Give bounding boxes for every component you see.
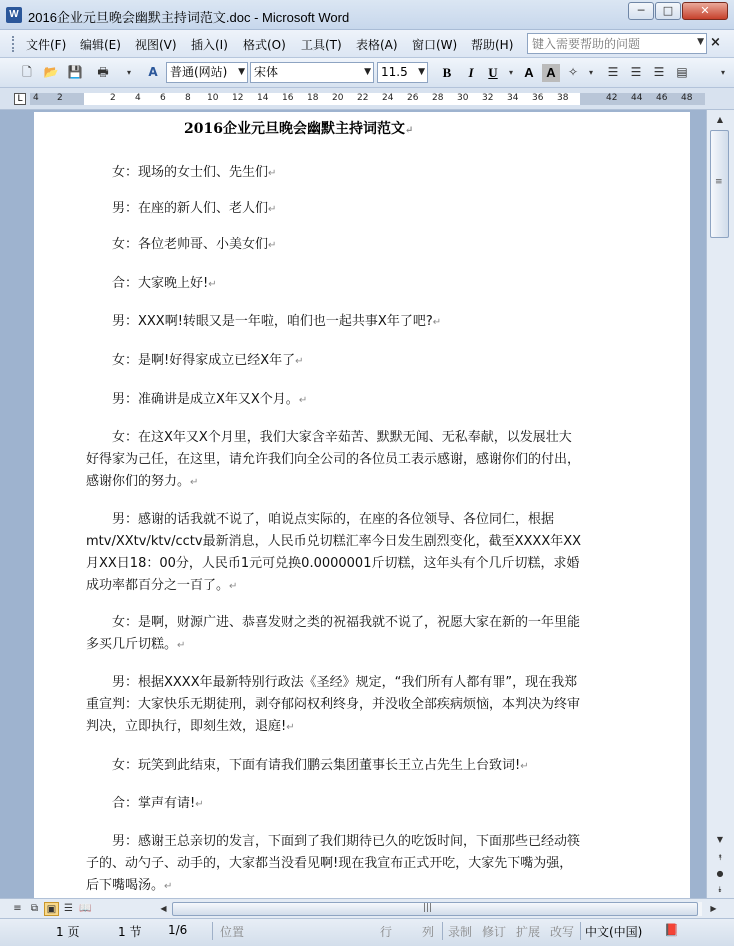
chevron-down-icon[interactable]: ▼ [418,67,425,77]
spelling-check-icon[interactable]: 📕 [664,923,679,937]
new-document-icon[interactable]: 🗋 [22,65,32,79]
document-title: 2016企业元旦晚会幽默主持词范文↵ [184,121,414,137]
document-paragraph[interactable]: 男：准确讲是成立X年又X个月。↵ [112,392,308,407]
document-paragraph[interactable]: 女：现场的女士们、先生们↵ [112,165,277,180]
close-window-button[interactable]: ✕ [682,2,728,20]
reading-layout-view-icon[interactable]: 📖 [79,903,92,914]
underline-options-icon[interactable]: ▾ [508,68,513,77]
formatting-toolbar [0,58,734,88]
status-divider [580,922,581,940]
menu-format[interactable]: 格式(O) [243,38,286,52]
document-paragraph[interactable]: 男：根据XXXX年最新特别行政法《圣经》规定，“我们所有人都有罪”，现在我郑重宣判：大家快乐无期徒刑，剥夺郁闷权利终身，并没收全部疾病烦恼，本判决为终审判决，立即执行，即刻生效，退庭!↵ [86,675,581,734]
document-paragraph[interactable]: 男：感谢王总亲切的发言，下面到了我们期待已久的吃饭时间，下面那些已经动筷子的、动勺子、动手的，大家都当没看见啊!现在我宣布正式开吃，大家先下嘴为强，后下嘴喝汤。↵ [86,834,581,893]
status-divider [212,922,213,940]
save-icon[interactable]: 💾 [67,65,83,79]
highlight-button[interactable]: A [524,65,534,80]
ruler-number: 32 [482,93,494,103]
document-paragraph[interactable]: 女：各位老帅哥、小美女们↵ [112,237,277,252]
scroll-up-icon[interactable]: ▲ [716,115,724,124]
menubar-grip[interactable] [12,36,15,52]
ruler-number: 8 [185,93,191,103]
print-icon[interactable]: 🖶 [97,65,109,79]
document-paragraph[interactable]: 男：在座的新人们、老人们↵ [112,201,277,216]
menu-view[interactable]: 视图(V) [135,38,177,52]
close-document-button[interactable]: × [710,35,721,50]
chevron-down-icon[interactable]: ▼ [238,67,245,77]
word-app-icon[interactable]: W [6,7,22,23]
next-page-icon[interactable]: ⯯ [717,885,723,894]
previous-page-icon[interactable]: ⯭ [717,853,723,862]
vertical-scroll-thumb[interactable] [710,130,729,238]
status-rec[interactable]: 录制 [448,925,473,939]
status-page-of: 1/6 [168,923,188,937]
ruler-strip [30,93,705,105]
ruler-number: 4 [33,93,39,103]
style-combo[interactable] [166,62,248,83]
normal-view-icon[interactable]: ≡ [13,903,22,914]
minimize-button[interactable]: ─ [628,2,654,20]
document-paragraph[interactable]: 合：大家晚上好!↵ [112,276,217,291]
grip-icon: ≡ [715,177,723,187]
menu-bar [0,30,734,58]
maximize-button[interactable]: □ [655,2,681,20]
ruler-number: 20 [332,93,344,103]
align-center-icon[interactable]: ☰ [630,65,642,79]
status-ovr[interactable]: 改写 [550,925,575,939]
scroll-left-icon[interactable]: ◀ [160,904,167,913]
font-combo[interactable] [250,62,374,83]
scroll-right-icon[interactable]: ▶ [710,904,717,913]
chevron-down-icon[interactable]: ▼ [697,37,704,47]
document-paragraph[interactable]: 男：感谢的话我就不说了，咱说点实际的，在座的各位领导、各位同仁，根据mtv/XXtv/ktv/cctv最新消息，人民币兑切糕汇率今日发生剧烈变化，截至XXXX年XX月XX日18：00分，人民币1元可兑换0.0000001斤切糕，这年头有个几斤切糕，求婚成功率都百分之一百了。↵ [86,512,582,593]
italic-button[interactable]: I [468,65,474,80]
status-column: 列 [422,925,435,939]
menu-window[interactable]: 窗口(W) [412,38,458,52]
styles-pane-icon[interactable]: A [148,65,158,79]
toolbar-overflow-icon[interactable]: ▾ [720,68,725,77]
title-bar [0,0,734,30]
ruler-number: 10 [207,93,219,103]
chevron-down-icon[interactable]: ▼ [364,67,371,77]
status-position: 位置 [220,925,245,939]
status-divider [442,922,443,940]
status-bar [0,918,734,946]
character-shading-button[interactable]: A [542,64,560,82]
ruler-number: 44 [631,93,643,103]
status-ext[interactable]: 扩展 [516,925,541,939]
outline-view-icon[interactable]: ☰ [64,903,73,914]
text-effects-icon[interactable]: ✧ [567,65,579,79]
menu-insert[interactable]: 插入(I) [191,38,228,52]
text-effects-options-icon[interactable]: ▾ [588,68,593,77]
ruler-number: 26 [407,93,419,103]
font-size-value: 11.5 [381,65,408,79]
scroll-down-icon[interactable]: ▼ [716,835,724,844]
ruler-number: 46 [656,93,668,103]
ruler-number: 24 [382,93,394,103]
grip-icon: ||| [423,903,433,913]
horizontal-ruler[interactable] [0,88,734,110]
vertical-scrollbar[interactable] [706,110,734,898]
ruler-number: 6 [160,93,166,103]
justify-icon[interactable]: ▤ [676,65,688,79]
ruler-number: 30 [457,93,469,103]
ruler-number: 2 [110,93,116,103]
menu-file[interactable]: 文件(F) [26,38,67,52]
ruler-number: 38 [557,93,569,103]
ruler-number: 36 [532,93,544,103]
bold-button[interactable]: B [442,65,452,80]
toolbar-options-icon[interactable]: ▾ [126,68,131,77]
ruler-number: 48 [681,93,693,103]
font-combo-value: 宋体 [254,65,279,79]
ruler-number: 16 [282,93,294,103]
horizontal-scroll-thumb[interactable] [172,902,698,916]
select-browse-object-icon[interactable]: ● [716,869,724,878]
web-layout-view-icon[interactable]: ⧉ [30,903,39,914]
tab-selector[interactable]: L [14,93,26,105]
align-left-icon[interactable]: ☰ [607,65,619,79]
status-page: 1 页 [56,925,80,939]
ruler-number: 14 [257,93,269,103]
ruler-number: 34 [507,93,519,103]
status-section: 1 节 [118,925,142,939]
style-combo-value: 普通(网站) [170,65,228,79]
ruler-number: 42 [606,93,618,103]
horizontal-scroll-track[interactable] [172,902,702,916]
print-layout-view-icon[interactable]: ▣ [44,902,59,916]
help-search-input[interactable] [528,34,688,53]
window-title: 2016企业元旦晚会幽默主持词范文.doc - Microsoft Word [28,10,350,25]
menu-tools[interactable]: 工具(T) [301,38,342,52]
font-size-combo[interactable] [377,62,428,83]
ruler-number: 18 [307,93,319,103]
ruler-number: 22 [357,93,369,103]
status-trk[interactable]: 修订 [482,925,507,939]
ruler-number: 12 [232,93,244,103]
document-paragraph[interactable]: 男：XXX啊!转眼又是一年啦，咱们也一起共事X年了吧?↵ [112,314,442,329]
align-right-icon[interactable]: ☰ [653,65,665,79]
document-paragraph[interactable]: 合：掌声有请!↵ [112,796,204,811]
document-paragraph[interactable]: 女：是啊!好得家成立已经X年了↵ [112,353,304,368]
ruler-number: 4 [135,93,141,103]
document-paragraph[interactable]: 女：玩笑到此结束，下面有请我们鹏云集团董事长王立占先生上台致词!↵ [112,758,529,773]
open-folder-icon[interactable]: 📂 [43,65,59,79]
ruler-number: 2 [57,93,63,103]
menu-edit[interactable]: 编辑(E) [80,38,121,52]
status-line: 行 [380,925,393,939]
help-question-box [527,33,707,54]
ruler-number: 28 [432,93,444,103]
status-language[interactable]: 中文(中国) [585,925,643,939]
underline-button[interactable]: U [488,65,498,80]
menu-help[interactable]: 帮助(H) [471,38,514,52]
document-paragraph[interactable]: 女：是啊，财源广进、恭喜发财之类的祝福我就不说了，祝愿大家在新的一年里能多买几斤切糕。↵ [86,615,581,652]
horizontal-scroll-row [0,898,734,918]
document-page[interactable] [34,112,690,898]
menu-table[interactable]: 表格(A) [356,38,398,52]
document-paragraph[interactable]: 女：在这X年又X个月里，我们大家含辛茹苦、默默无闻、无私奉献，以发展壮大好得家为己任，在这里，请允许我们向全公司的各位员工表示感谢，感谢你们的付出，感谢你们的努力。↵ [86,430,581,489]
